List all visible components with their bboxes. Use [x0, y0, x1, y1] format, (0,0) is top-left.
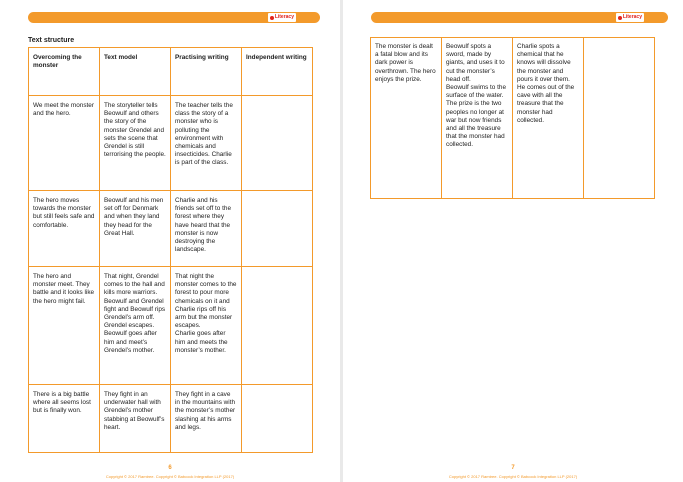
- logo-text: Literacy: [622, 14, 642, 20]
- column-header: Practising writing: [171, 48, 242, 96]
- column-header: Text model: [100, 48, 171, 96]
- table-row: [29, 191, 313, 267]
- text-structure-table-continued: [370, 37, 655, 199]
- table-cell: That night the monster comes to the forest to pour more chemicals on it and Charlie rips off his arm but the monster escapes. Charlie goes after him and meets the monster’s mother.: [171, 267, 242, 385]
- copyright-text: Copyright © 2017 Ramtree. Copyright © Babcock Integration LLP (2017): [448, 474, 578, 479]
- table-cell: The hero and monster meet. They battle and it looks like the hero might fail.: [29, 267, 100, 385]
- table-cell: Beowulf spots a sword, made by giants, and uses it to cut the monster’s head off. Beowulf swims to the surface of the water. The prize is the two peoples no longer at war but now friends and all the treasure that the monster had collected.: [442, 38, 513, 199]
- table-cell: They fight in a cave in the mountains with the monster’s mother slashing at his arms and legs.: [171, 385, 242, 453]
- page-number: 6: [168, 465, 172, 471]
- table-cell: Beowulf and his men set off for Denmark and when they land they head for the Great Hall.: [100, 191, 171, 267]
- literacy-logo: [268, 13, 296, 22]
- table-cell: They fight in an underwater hall with Grendel’s mother stabbing at Beowulf’s heart.: [100, 385, 171, 453]
- literacy-logo: [616, 13, 644, 22]
- text-structure-table: [28, 47, 313, 453]
- table-cell: [242, 267, 313, 385]
- logo-text: Literacy: [274, 14, 294, 20]
- right-page: [343, 0, 683, 482]
- table-cell: [242, 385, 313, 453]
- table-cell: The storyteller tells Beowulf and others the story of the monster Grendel and sets the scene that Grendel is still terrorising the people.: [100, 96, 171, 191]
- table-cell: Charlie spots a chemical that he knows will dissolve the monster and pours it over them. He comes out of the cave with all the treasure that the monster had collected.: [513, 38, 584, 199]
- section-title: Text structure: [28, 37, 75, 44]
- table-cell: [242, 96, 313, 191]
- logo-mark-icon: [618, 16, 622, 20]
- table-cell: [242, 191, 313, 267]
- table-header-row: [29, 48, 313, 96]
- column-header: Independent writing: [242, 48, 313, 96]
- column-header: Overcoming the monster: [29, 48, 100, 96]
- page-number: 7: [511, 465, 515, 471]
- table-cell: The hero moves towards the monster but still feels safe and comfortable.: [29, 191, 100, 267]
- table-cell: The teacher tells the class the story of a monster who is polluting the environment with chemicals and insecticides. Charlie is part of the class.: [171, 96, 242, 191]
- table-cell: That night, Grendel comes to the hall and kills more warriors. Beowulf and Grendel fight and Beowulf rips Grendel’s arm off. Grendel escapes. Beowulf goes after him and meet’s Grendel’s mother.: [100, 267, 171, 385]
- header-bar: [371, 12, 668, 23]
- left-page: [0, 0, 340, 482]
- table-cell: [584, 38, 655, 199]
- header-bar: [28, 12, 320, 23]
- logo-mark-icon: [270, 16, 274, 20]
- table-cell: The monster is dealt a fatal blow and its dark power is overthrown. The hero enjoys the prize.: [371, 38, 442, 199]
- table-row: [29, 267, 313, 385]
- table-cell: There is a big battle where all seems lost but is finally won.: [29, 385, 100, 453]
- copyright-text: Copyright © 2017 Ramtree. Copyright © Babcock Integration LLP (2017): [105, 474, 235, 479]
- table-row: [29, 385, 313, 453]
- table-cell: Charlie and his friends set off to the forest where they have heard that the monster is now destroying the landscape.: [171, 191, 242, 267]
- table-row: [371, 38, 655, 199]
- table-row: [29, 96, 313, 191]
- table-cell: We meet the monster and the hero.: [29, 96, 100, 191]
